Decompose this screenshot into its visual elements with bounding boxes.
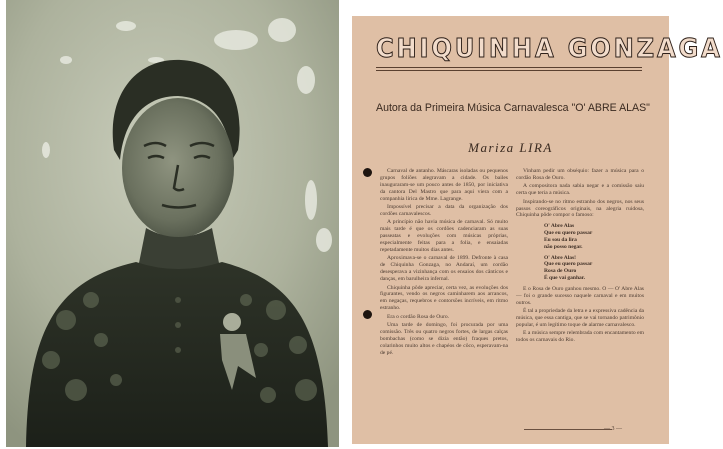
portrait-illustration [6, 0, 339, 447]
lyric-line: Que eu quero passar [544, 261, 593, 268]
binder-hole-bottom [363, 310, 372, 319]
paragraph: E a música sempre relembrada com encantamento em todos os carnavais do Rio. [516, 330, 644, 344]
lyric-line: Rosa de Ouro [544, 268, 577, 275]
paragraph: Chiquinha pôde apreciar, certa vez, as evoluções dos figurantes, vendo os negros caminharem aos arrancos, em negaças, requebros e contorsões incríveis, em ritmo estranho. [380, 284, 508, 312]
article-author: Mariza LIRA [468, 140, 553, 155]
article-column-right [516, 168, 644, 345]
masthead-title: CHIQUINHA GONZAGA [376, 34, 723, 64]
paragraph: E o Rosa de Ouro ganhou mesmo. O — O' Abre Alas — foi o grande sucesso naquele carnaval e em muitos outros. [516, 285, 644, 306]
lyric-line: O' Abre Alas! [544, 254, 576, 261]
paragraph: É tal a propriedade da letra e a expressiva cadência da música, que essa cantiga, que se vai tornando patrimônio popular, é um legítimo toque de alarme carnavalesco. [516, 307, 644, 328]
article-subtitle: Autora da Primeira Música Carnavalesca "O' ABRE ALAS" [376, 102, 650, 114]
paragraph: Uma tarde de domingo, foi procurada por uma comissão. Três ou quatro negros fortes, de largas calças bombachas (como se dizia então) fraques pretos, colarinhos muito altos e chapéos de côco, esperavam-na de pé. [380, 322, 508, 356]
paragraph: Vinham pedir um obséquio: fazer a música para o cordão Rosa de Ouro. [516, 168, 644, 181]
magazine-page [352, 16, 723, 444]
paragraph: Era o cordão Rosa de Ouro. [387, 313, 450, 320]
brooch [223, 313, 241, 331]
song-lyrics [544, 223, 644, 281]
paragraph: A princípio não havia música de carnaval. Só muito mais tarde é que os cordões cadenciaram as suas passeatas e evoluções com músicas próprias, especialmente feitas para a folia, e ensaiadas repetadamente muitos dias antes. [380, 219, 508, 253]
paragraph: Aproximava-se o carnaval de 1899. Defronte à casa de Chiquinha Gonzaga, no Andaraí, um cordão desesperava a vizinhança com os ensaios dos cânticos e danças, em barulheira infernal. [380, 255, 508, 283]
lyric-line: Eu sou da lira [544, 236, 577, 243]
article-column-left [380, 168, 508, 358]
lyric-line: É que vai ganhar. [544, 274, 586, 281]
masthead-rule-top [376, 67, 642, 68]
lyric-line: não posso negar. [544, 243, 583, 250]
paragraph: Carnaval de antanho. Máscaras isoladas ou pequenos grupos foliões alegravam a cidade. Os bailes inauguraram-se um pouco antes de 1850, por iniciativa da cantora Del Mastro que para aqui viera com a companhia lírica de Mme. Lagrange. [380, 168, 508, 202]
paragraph: Impossível precisar a data da organização dos cordões carnavalescos. [380, 204, 508, 217]
binder-hole-top [363, 168, 372, 177]
page-number: — 3 — [604, 426, 622, 432]
masthead-rule-bottom [376, 70, 642, 71]
lyric-line: O' Abre Alas [544, 223, 575, 230]
paragraph: A compositora nada sabia negar e a comissão saiu certa que teria a música. [516, 183, 644, 197]
portrait-photo [6, 0, 339, 447]
paragraph: Inspirando-se no ritmo estranho dos negros, nos seus passos coreográficos originais, na alegria ruidosa, Chiquinha pôde compor o famoso: [516, 198, 644, 219]
lyric-line: Que eu quero passar [544, 230, 593, 237]
